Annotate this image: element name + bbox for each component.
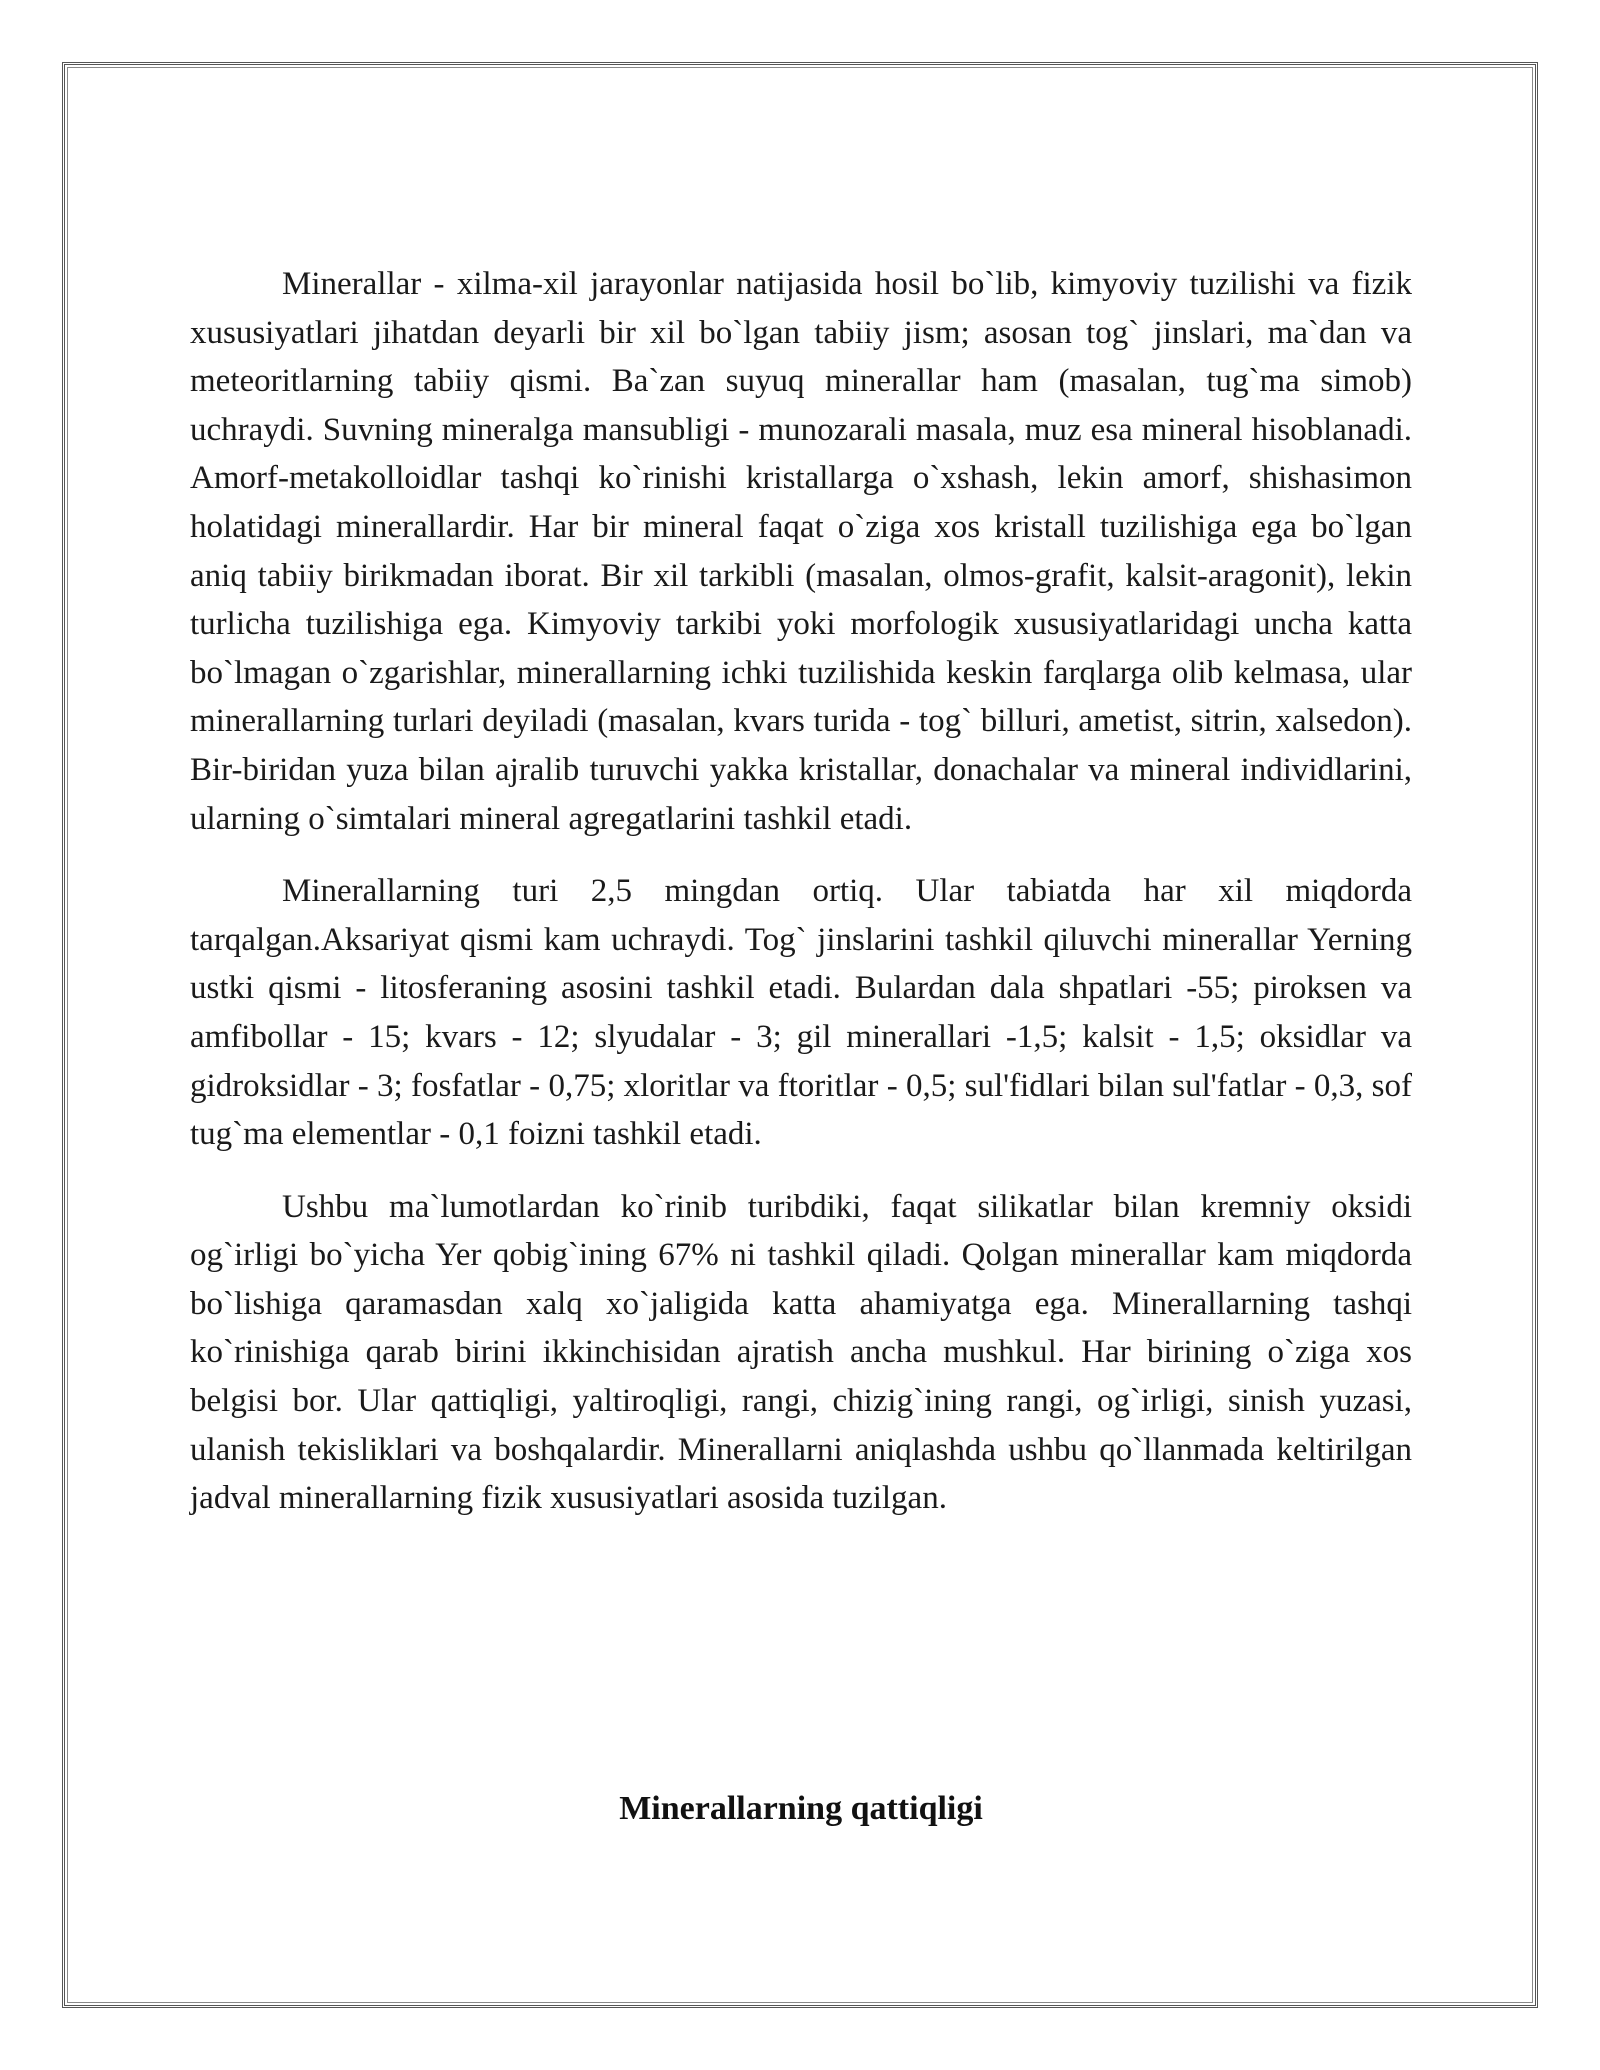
paragraph-3: Ushbu ma`lumotlardan ko`rinib turibdiki, faqat silikatlar bilan kremniy oksidi og`irligi bo`yicha Yer qobig`ining 67% ni tashkil qiladi. Qolgan minerallar kam miqdorda bo`lishiga qaramasdan xalq xo`jaligida katta ahamiyatga ega. Minerallarning tashqi ko`rinishiga qarab birini ikkinchisidan ajratish ancha mushkul. Har birining o`ziga xos belgisi bor. Ular qattiqligi, yaltiroqligi, rangi, chizig`ining rangi, og`irligi, sinish yuzasi, ulanish tekisliklari va boshqalardir. Minerallarni aniqlashda ushbu qo`llanmada keltirilgan jadval minerallarning fizik xususiyatlari asosida tuzilgan. bbox=[190, 1188, 1412, 1517]
section-heading: Minerallarning qattiqligi bbox=[619, 1790, 983, 1827]
paragraph-1: Minerallar - xilma-xil jarayonlar natijasida hosil bo`lib, kimyoviy tuzilishi va fizik xususiyatlari jihatdan deyarli bir xil bo`lgan tabiiy jism; asosan tog` jinslari, ma`dan va meteoritlarning tabiiy qismi. Ba`zan suyuq minerallar ham (masalan, tug`ma simob) uchraydi. Suvning mineralga mansubligi - munozarali masala, muz esa mineral hisoblanadi. Amorf-metakolloidlar tashqi ko`rinishi kristallarga o`xshash, lekin amorf, shishasimon holatidagi minerallardir. Har bir mineral faqat o`ziga xos kristall tuzilishiga ega bo`lgan aniq tabiiy birikmadan iborat. Bir xil tarkibli (masalan, olmos-grafit, kalsit-aragonit), lekin turlicha tuzilishiga ega. Kimyoviy tarkibi yoki morfologik xususiyatlaridagi uncha katta bo`lmagan o`zgarishlar, minerallarning ichki tuzilishida keskin farqlarga olib kelmasa, ular minerallarning turlari deyiladi (masalan, kvars turida - tog` billuri, ametist, sitrin, xalsedon). Bir-biridan yuza bilan ajralib turuvchi yakka kristallar, donachalar va mineral individlarini, ularning o`simtalari mineral agregatlarini tashkil etadi. bbox=[190, 266, 1412, 837]
document-body bbox=[190, 260, 1412, 1547]
paragraph-2: Minerallarning turi 2,5 mingdan ortiq. Ular tabiatda har xil miqdorda tarqalgan.Aksariyat qismi kam uchraydi. Tog` jinslarini tashkil qiluvchi minerallar Yerning ustki qismi - litosferaning asosini tashkil etadi. Bulardan dala shpatlari -55; piroksen va amfibollar - 15; kvars - 12; slyudalar - 3; gil minerallari -1,5; kalsit - 1,5; oksidlar va gidroksidlar - 3; fosfatlar - 0,75; xloritlar va ftoritlar - 0,5; sul'fidlari bilan sul'fatlar - 0,3, sof tug`ma elementlar - 0,1 foizni tashkil etadi. bbox=[190, 873, 1412, 1153]
